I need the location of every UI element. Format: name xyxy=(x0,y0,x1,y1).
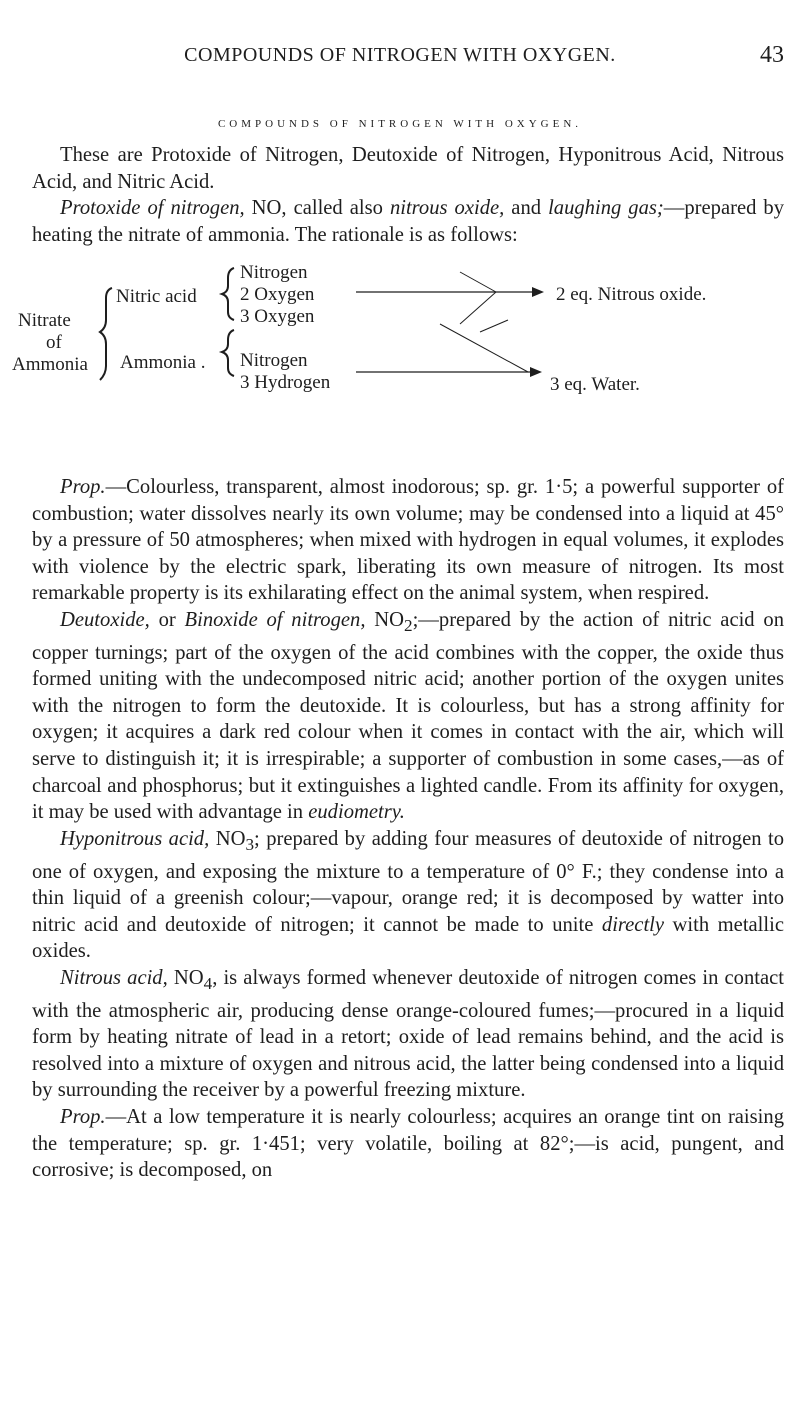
protoxide-alias-2: laughing gas; xyxy=(548,197,664,220)
prop-label-2: Prop. xyxy=(60,1105,106,1128)
bottom-text-block xyxy=(32,474,784,1184)
deutoxide-term: Deutoxide, xyxy=(60,608,150,631)
prop-label-1: Prop. xyxy=(60,476,106,498)
hyponitrous-paragraph: Hyponitrous acid, $NO_3$; prepared by adding four measures of deutoxide of nitrogen to one of oxygen, and exposing the mixture to a temperature of 0° F.; they condense into a thin liquid of a greenish colour;—vapour, orange red; it is decomposed by watter into nitric acid and deutoxide of nitrogen; it cannot be made to unite directly with metallic oxides. xyxy=(32,827,784,963)
running-head xyxy=(0,44,800,74)
running-head-title: COMPOUNDS OF NITROGEN WITH OXYGEN. xyxy=(184,44,616,66)
prop-paragraph-1: Prop.—Colourless, transparent, almost inodorous; sp. gr. 1·5; a powerful supporter of combustion; water dissolves nearly its own volume; may be condensed into a liquid at 45° by a pressure of 50 atmospheres; when mixed with hydrogen in equal volumes, it explodes with violence by the electric spark, liberating its own measure of nitrogen. Its most remarkable property is its exhilarating effect on the animal system, when respired. xyxy=(32,476,784,605)
eudiometry-term: eudiometry. xyxy=(308,801,405,824)
prop-paragraph-2: Prop.—At a low temperature it is nearly colourless; acquires an orange tint on raising the temperature; sp. gr. 1·451; very volatile, boiling at 82°;—is acid, pungent, and corrosive; is decomposed, on xyxy=(32,1105,784,1182)
intro-paragraph: These are Protoxide of Nitrogen, Deutoxide of Nitrogen, Hyponitrous Acid, Nitrous Acid, and Nitric Acid. xyxy=(32,144,784,193)
protoxide-term: Protoxide of nitrogen, xyxy=(60,197,245,220)
reaction-scheme xyxy=(12,262,790,472)
arrowhead-nitrous-oxide xyxy=(532,287,544,297)
directly-term: directly xyxy=(601,913,665,936)
nitric-acid-brace xyxy=(222,268,234,320)
scheme-nitrogen-1: Nitrogen xyxy=(240,262,308,283)
scheme-ammonia-component: Ammonia . xyxy=(120,352,206,373)
scheme-3-hydrogen: 3 Hydrogen xyxy=(240,372,331,393)
deutoxide-alias: Binoxide of nitrogen, xyxy=(184,608,366,631)
scheme-3-oxygen: 3 Oxygen xyxy=(240,306,315,327)
scheme-product-nitrous-oxide: 2 eq. Nitrous oxide. xyxy=(556,284,707,305)
scheme-product-water: 3 eq. Water. xyxy=(550,374,640,395)
protoxide-paragraph: Protoxide of nitrogen, NO, called also nitrous oxide, and laughing gas;—prepared by heating the nitrate of ammonia. The rationale is as follows: xyxy=(32,197,784,246)
page-number: 43 xyxy=(760,42,784,68)
ammonia-brace xyxy=(222,330,234,376)
scheme-nitric-acid: Nitric acid xyxy=(116,286,197,307)
nitrous-acid-paragraph: Nitrous acid, $NO_4$, is always formed whenever deutoxide of nitrogen comes in contact with the atmospheric air, producing dense orange-coloured fumes;—procured in a liquid form by heating nitrate of lead in a retort; oxide of lead remains behind, and the acid is resolved into a mixture of oxygen and nitrous acid, the latter being condensed into a liquid by surrounding the receiver by a powerful freezing mixture. xyxy=(32,966,784,1102)
section-heading: COMPOUNDS OF NITROGEN WITH OXYGEN. xyxy=(217,118,583,130)
scheme-nitrogen-2: Nitrogen xyxy=(240,350,308,371)
scheme-ammonia: Ammonia xyxy=(12,354,88,375)
scheme-2-oxygen: 2 Oxygen xyxy=(240,284,315,305)
arrowhead-water xyxy=(530,367,542,377)
protoxide-alias-1: nitrous oxide, xyxy=(389,197,505,220)
deutoxide-paragraph: Deutoxide, or Binoxide of nitrogen, $NO_2;—prepared$ by the action of nitric acid on copper turnings; part of the oxygen of the acid combines with the copper, the oxide thus formed uniting with the undecomposed nitric acid; another portion of the oxygen unites with the nitrogen to form the deutoxide. It is colourless, but has a strong affinity for oxygen; it acquires a dark red colour when it comes in contact with the air, which will serve to distinguish it; it is irrespirable; a supporter of combustion in some cases,—as of charcoal and phosphorus; but it extinguishes a lighted candle. From its affinity for oxygen, it may be used with advantage in eudiometry. xyxy=(32,608,784,824)
outer-brace xyxy=(100,288,112,380)
top-text-block xyxy=(32,142,784,248)
hyponitrous-term: Hyponitrous acid, xyxy=(60,827,210,850)
scheme-of: of xyxy=(46,332,62,353)
nitrous-acid-term: Nitrous acid, xyxy=(60,966,168,989)
scheme-nitrate: Nitrate xyxy=(18,310,71,331)
